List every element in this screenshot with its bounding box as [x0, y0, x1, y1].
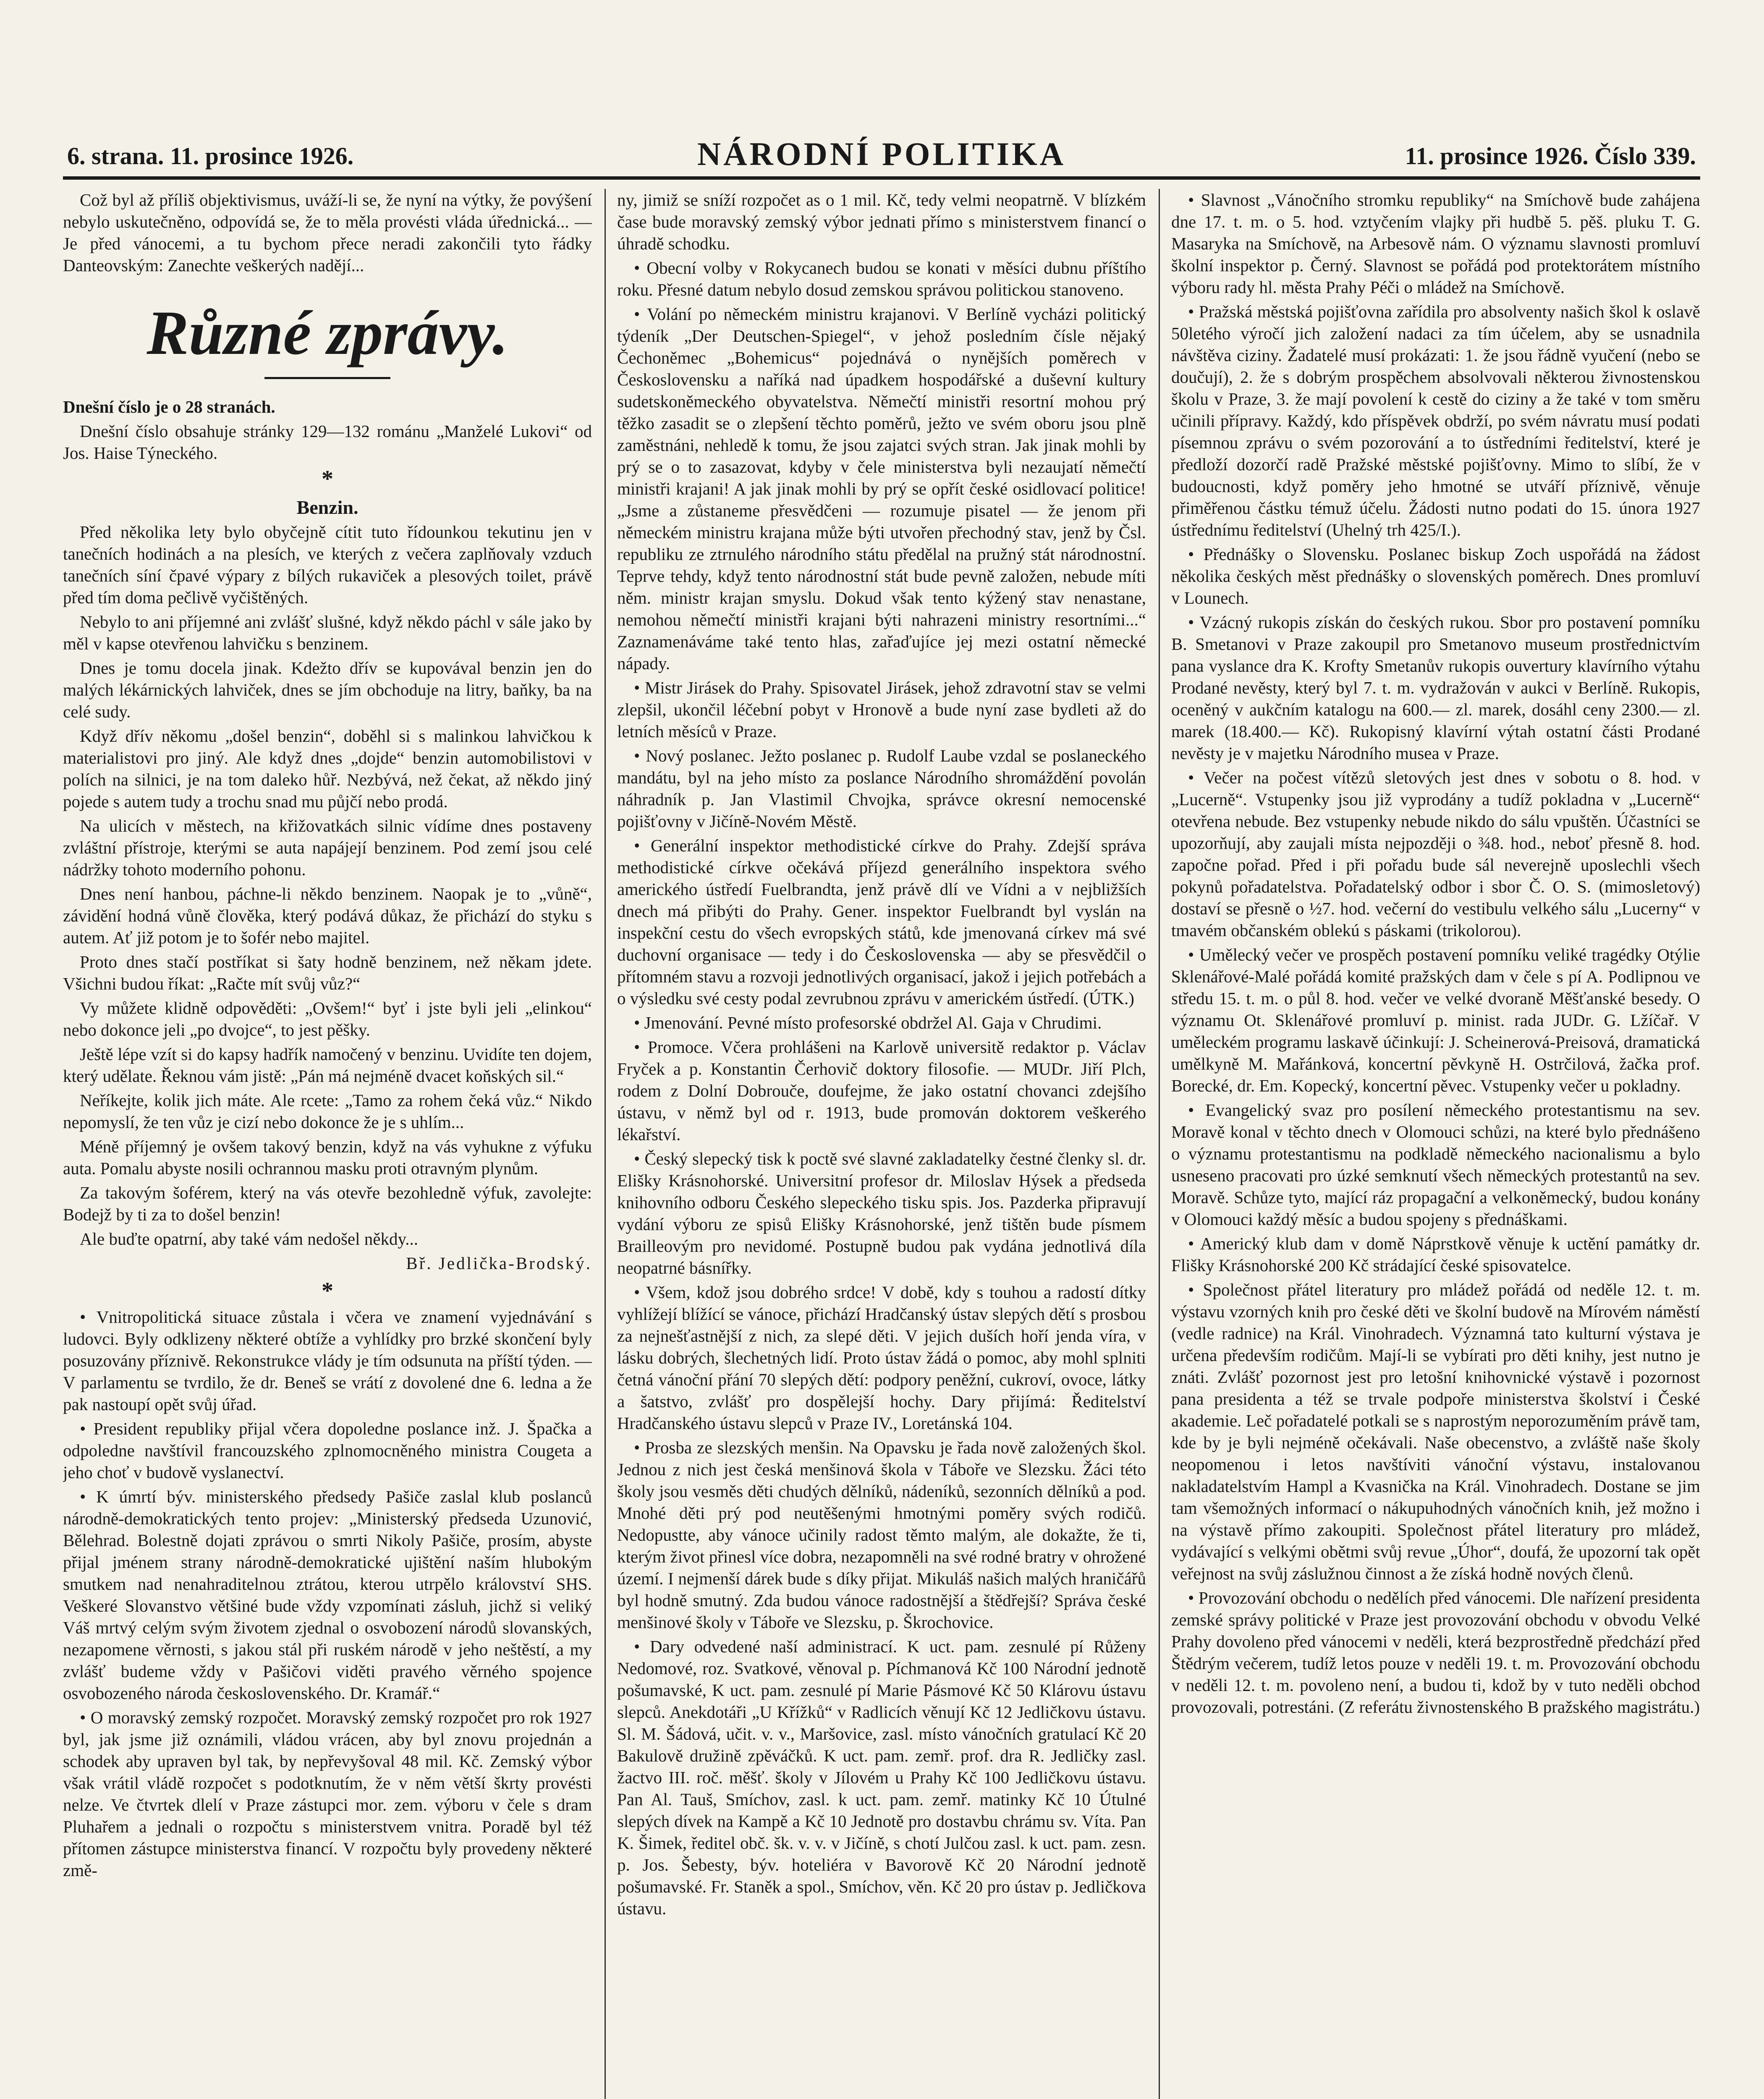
news-item: • Evangelický svaz pro posílení německého protestantismu na sev. Moravě konal v těchto dnech v Olomouci schůzi, na které bylo přednášeno o významu protestantismu na podkladě německého nacionalismu a bylo usneseno pracovati pro úzké semknutí všech německých protestantů na sev. Moravě. Schůze tyto, mající ráz propagační a velkoněmecký, budou konány v Olomouci každý měsíc a budou spojeny s přednáškami.	[1171, 1100, 1700, 1229]
news-item: • Obecní volby v Rokycanech budou se konati v měsíci dubnu příštího roku. Přesné datum nebylo dosud zemskou správou politickou stanoveno.	[617, 258, 1146, 299]
paragraph: Dnes je tomu docela jinak. Kdežto dřív se kupovával benzin jen do malých lékárnických lahviček, dnes se jím obchoduje na litry, baňky, ba na celé sudy.	[63, 658, 592, 721]
news-item: • Všem, kdož jsou dobrého srdce! V době, kdy s touhou a radostí dítky vyhlížejí blížící se vánoce, přichází Hradčanský ústav slepých dětí s prosbou za nejnešťastnější z nich, za slepé děti. V jejich duších hoří jenda víra, v lásku dobrých, šlechetných lidí. Proto ústav žádá o pomoc, aby mohl splniti četná vánoční přání 70 slepých dětí: podpory peněžní, cukroví, ovoce, látky a šatstvo, zvlášť pro dospělejší hochy. Dary přijímá: Ředitelství Hradčanského ústavu slepců v Praze IV., Loretánská 104.	[617, 1282, 1146, 1433]
news-item: • Večer na počest vítězů sletových jest dnes v sobotu o 8. hod. v „Lucerně“. Vstupenky jsou již vyprodány a tudíž pokladna v „Lucerně“ otevřena nebude. Bez vstupenky nebude nikdo do sálu vpuštěn. Účastníci se upozorňují, aby zaujali místa nejpozději o ¾8. hod., neboť přesně 8. hod. započne pořad. Před i při pořadu bude sál neverejně uposlechli všech pokynů pořadatelstva. Pořadatelský odbor i sbor Č. O. S. (mimosletový) dostaví se přesně o ½7. hod. večerní do vestibulu velkého sálu „Lucerny“ v tmavém občanském oblekú s páskami (trikolorou).	[1171, 768, 1700, 940]
notice-lead-text: Dnešní číslo je o 28 stranách.	[63, 397, 275, 416]
page-header	[63, 126, 1700, 180]
news-item: • Umělecký večer ve prospěch postavení pomníku veliké tragédky Otýlie Sklenářové-Malé pořádá komité pražských dam v čele s pí A. Podlipnou ve středu 15. t. m. o půl 8. hod. večer ve velké dvoraně Měšťanské besedy. O významu Ot. Sklenářové promluví p. minist. rada JUDr. G. Lžíčař. V uměleckém programu laskavě účinkují: J. Scheinerová-Preisová, dramatická umělkyně M. Mařánková, koncertní pěvkyně H. Ostrčilová, žačka prof. Borecké, dr. Em. Kopecký, koncertní pěvec. Vstupenky večer u pokladny.	[1171, 945, 1700, 1095]
notice-text: Dnešní číslo obsahuje stránky 129—132 románu „Manželé Lukovi“ od Jos. Haise Týneckého.	[63, 421, 592, 463]
paragraph: Proto dnes stačí postříkat si šaty hodně benzinem, než někam jdete. Všichni budou říkat: „Račte mít svůj vůz?“	[63, 952, 592, 993]
news-item: • Slavnost „Vánočního stromku republiky“ na Smíchově bude zahájena dne 17. t. m. o 5. hod. vztyčením vlajky při hudbě 5. pěš. pluku T. G. Masaryka na Smíchově, na Arbesově nám. O významu slavnosti promluví školní inspektor p. Černý. Slavnost se pořádá pod protektorátem místního výboru rady hl. města Prahy Péči o mládež na Smíchově.	[1171, 190, 1700, 297]
news-item: • Nový poslanec. Ježto poslanec p. Rudolf Laube vzdal se poslaneckého mandátu, byl na jeho místo za poslance Národního shromáždění povolán náhradník p. Jan Vlastimil Chvojka, správce okresní nemocenské pojišťovny v Jičíně-Novém Městě.	[617, 746, 1146, 831]
news-item: • Dary odvedené naší administrací. K uct. pam. zesnulé pí Růženy Nedomové, roz. Svatkové, věnoval p. Píchmanová Kč 100 Národní jednotě pošumavské, K uct. pam. zesnulé pí Marie Pásmové Kč 50 Klárovu ústavu slepců. Anekdotáři „U Křížků“ v Radlicích věnují Kč 12 Jedličkovu ústavu. Sl. M. Šádová, učit. v. v., Maršovice, zasl. místo vánočních gratulací Kč 20 Bakulově družině zpěváčků. K uct. pam. zemř. prof. dra R. Jedličky zasl. žactvo III. roč. měšť. školy v Jílovém u Prahy Kč 100 Jedličkovu ústavu. Pan Al. Tauš, Smíchov, zasl. k uct. pam. zemř. matinky Kč 10 Útulné slepých dívek na Kampě a Kč 10 Jednotě pro dostavbu chrámu sv. Víta. Pan K. Šimek, ředitel obč. šk. v. v. v Jičíně, s chotí Julčou zasl. k uct. pam. zesn. p. Jos. Šebesty, býv. hoteliéra v Bavorově Kč 20 Národní jednotě pošumavské. Fr. Staněk a spol., Smíchov, věn. Kč 20 pro ústav p. Jedličkova ústavu.	[617, 1637, 1146, 1918]
paragraph: Ještě lépe vzít si do kapsy hadřík namočený v benzinu. Uvidíte ten dojem, který udělate. Řeknou vám jistě: „Pán má nejméně dvacet koňských sil.“	[63, 1044, 592, 1086]
separator-star: *	[322, 1278, 333, 1304]
news-item: • Promoce. Včera prohlášeni na Karlově universitě redaktor p. Václav Fryček a p. Konstantin Čerhovič doktory filosofie. — MUDr. Jiří Plch, rodem z Dolní Dobrouče, doufejme, že jako ostatní chovanci zdejšího ústavu, v němž byl od r. 1913, bude promován doktorem veškerého lékařství.	[617, 1037, 1146, 1144]
news-item: ny, jimiž se sníží rozpočet as o 1 mil. Kč, tedy velmi neopatrně. V blízkém čase bude moravský zemský výbor jednati přímo s ministerstvem financí o úhradě schodku.	[617, 190, 1146, 253]
newspaper-page	[63, 126, 1700, 2099]
masthead: NÁRODNÍ POLITIKA	[697, 136, 1066, 172]
news-item: • Provozování obchodu o nedělích před vánocemi. Dle nařízení presidenta zemské správy politické v Praze jest provozování obchodu v obvodu Velké Prahy dovoleno před vánocemi v neděli, která bezprostředně předchází před Štědrým večerem, tudíž letos pouze v neděli 19. t. m. Provozování obchodu v neděli 12. t. m. povoleno není, a budou ti, kdož by v tuto neděli obchod provozovali, potrestáni. (Z referátu živnostenského B pražského magistrátu.)	[1171, 1588, 1700, 1717]
paragraph: Za takovým šoférem, který na vás otevře bezohledně výfuk, zavolejte: Bodejž by ti za to došel benzin!	[63, 1183, 592, 1224]
news-item: • Vnitropolitická situace zůstala i včera ve znamení vyjednávání s ludovci. Byly odklizeny některé obtíže a vyhlídky pro brzké skončení byly posuzovány příznivě. Rekonstrukce vlády je tím odsunuta na příští týden. — V parlamentu se tvrdilo, že dr. Beneš se vrátí z dovolené dne 6. ledna a že pak nastoupí opět svůj úřad.	[63, 1307, 592, 1414]
column-rule	[1159, 189, 1160, 2099]
paragraph: Na ulicích v městech, na křižovatkách silnic vídíme dnes postaveny zvláštní přístroje, kterými se auta napájejí benzinem. Pod zemí jsou celé nádržky tohoto moderního pohonu.	[63, 816, 592, 879]
news-item: • Společnost přátel literatury pro mládež pořádá od neděle 12. t. m. výstavu vzorných knih pro české děti ve školní budově na Mírovém náměstí (vedle radnice) na Král. Vinohradech. Významná tato kulturní výstava je určena především rodičům. Mají-li se vybírati pro děti knihy, jest nutno je znáti. Zvlášť pozornost jest pro letošní knihovnické výstavě i pozornost pana presidenta a též se trvale podpoře ministerstva školství i České akademie. Leč pořadatelé potkali se s naprostým neporozuměním právě tam, kde by je byli nejméně očekávali. Naše obecenstvo, a zvláště naše školy neopomenou i letos navštíviti vánoční výstavu, instalovanou nakladatelstvím Hampl a Kvasnička na Král. Vinohradech. Dostane se jim tam všemožných informací o nákupuhodných vánočních knih, jež možno i na výstavě přímo zakoupiti. Společnost přátel literatury pro mládež, vydávající s velkými obětmi svůj revue „Úhor“, doufá, že upozorní tak opět veřejnost na svůj záslužnou činnost a že získá hodně nových členů.	[1171, 1280, 1700, 1583]
news-item: • Prosba ze slezských menšin. Na Opavsku je řada nově založených škol. Jednou z nich jest česká menšinová škola v Táboře ve Slezsku. Žáci této školy jsou vesměs děti chudých dělníků, nádeníků, sezonních dělníků a pod. Mnohé děti prý pod neutěšenými hmotnými poměry svých rodičů. Nedopustte, aby vánoce učinily radost těmto malým, ale dokažte, že ti, kterým život přinesl více dobra, nezapomněli na své rodné bratry v ohrožené území. I nejmenší dárek bude s díky přijat. Mikuláš našich malých hraničářů byl hodně smutný. Zda budou vánoce radostnější a štědřejší? Správa české menšinové školy v Táboře ve Slezsku, p. Škrochovice.	[617, 1438, 1146, 1632]
paragraph: Když dřív někomu „došel benzin“, doběhl si s malinkou lahvičkou k materialistovi pro jiný. Ale když dnes „dojde“ benzin automobilistovi v polích na silnici, je na tom daleko hůř. Nezbývá, než čekat, až někdo jiný pojede s autem tudy a trochu snad mu půjčí nebo prodá.	[63, 726, 592, 811]
column-2	[617, 189, 1146, 2099]
news-item: • Pražská městská pojišťovna zařídila pro absolventy našich škol k oslavě 50letého výročí jich založení nadaci za tím účelem, aby se usnadnila návštěva ciziny. Žadatelé musí prokázati: 1. že jsou řádně vyučení (nebo se doučují), 2. že s dobrým prospěchem absolvovali některou živnostenskou školu v Praze, 3. že mají povolení k cestě do ciziny a že také v tom směru učinili přípravy. Každý, kdo příspěvek obdrží, po svém návratu musí podati písemnou zprávu o svém pozorování a to ústředními ředitelství, které je předloží dozorčí radě Pražské městské pojišťovny. Mimo to slíbí, že v budoucnosti, když poměry jeho hmotné se utváří příznivě, věnuje přiměřenou částku témuž účelu. Žádosti nutno podati do 15. února 1927 ústřednímu ředitelství (Uhelný trh 425/I.).	[1171, 302, 1700, 539]
paragraph: Nebylo to ani příjemné ani zvlášť slušné, když někdo páchl v sále jako by měl v kapse otevřenou lahvičku s benzinem.	[63, 612, 592, 653]
news-item: • Vzácný rukopis získán do českých rukou. Sbor pro postavení pomníku B. Smetanovi v Praze zakoupil pro Smetanovo museum prostřednictvím pana vyslance dra K. Krofty Smetanův rukopis ouvertury klavírního výtahu Prodané nevěsty, který byl 7. t. m. vydražován v aukci v Berlíně. Rukopis, oceněný v aukčním katalogu na 600.— zl. marek, dosáhl ceny 2300.— zl. marek (18.400.— Kč). Rukopisný klavírní výtah ostatní části Prodané nevěsty je v majetku Národního musea v Praze.	[1171, 612, 1700, 763]
author-signature: Bř. Jedlička-Brodský.	[406, 1254, 592, 1273]
news-item: • Generální inspektor methodistické církve do Prahy. Zdejší správa methodistické církve očekává příjezd generálního inspektora svého amerického ústředí Fuelbrandta, jenž právě dlí ve Vídni a v nejbližších dnech má přibýti do Prahy. Gener. inspektor Fuelbrandt byl vyslán na inspekční cestu do všech evropských států, kde jmenovaná církev má své duchovní organisace — tedy i do Československa — aby se přesvědčil o přítomném stavu a rozvoji jednotlivých organisací, jakož i jejich potřebách a o výsledku své cesty podal zevrubnou zprávu v americkém ústředí. (ÚTK.)	[617, 836, 1146, 1008]
news-item: • O moravský zemský rozpočet. Moravský zemský rozpočet pro rok 1927 byl, jak jsme již oznámili, vládou vrácen, aby byl znovu projednán a schodek aby upraven byl tak, by nepřevyšoval 48 mil. Kč. Zemský výbor však vrátil vládě rozpočet s podotknutím, že v něm větší škrty provésti nelze. Ve čtvrtek dlelí v Praze zástupci mor. zem. výboru v čele s dram Pluhařem a jednali o rozpočtu s ministerstvem vnitra. Poradě byl též přítomen zástupce ministerstva financí. V rozpočtu byly provedeny některé změ-	[63, 1708, 592, 1880]
paragraph: Dnes není hanbou, páchne-li někdo benzinem. Naopak je to „vůně“, závidění hodná vůně člověka, který podává důkaz, že přichází do styku s autem. Ať již potom je to šofér nebo majitel.	[63, 884, 592, 947]
column-1	[63, 189, 592, 2099]
notice-lead	[63, 396, 592, 418]
news-item: • Volání po německém ministru krajanovi. V Berlíně vycházi politický týdeník „Der Deutschen-Spiegel“, v jehož posledním čísle nějaký Čechoněmec „Bohemicus“ pojednává o nynějších poměrech v Československu a naříká nad úpadkem hospodářské a duševní kultury sudetskoněmeckého obyvatelstva. Němečtí ministři resortní mohou prý těžko zasadit se o zlepšení těchto poměrů, ježto ve svém oboru jsou plně zaměstnáni, nehledě k tomu, že jsou zajatci svých stran. Jak jinak mohli by prý se o to zasazovat, kdyby v čele ministerstva byli nezaujatí němečtí ministři krajani! A jak jinak mohli by prý se opřít české osidlovací politice! „Jsme a zůstaneme přesvědčeni — rozumuje pisatel — že jenom při německém ministru krajana může býti utvořen přechodný stav, jenž by Čsl. republiku ze ztrnulého národního státu předělal na pružný stát národnostní. Teprve tehdy, když tento národnostní stát bude pevně založen, nebude míti něm. ministr krajan smyslu. Dokud však tento kýžený stav nenastane, nemohou němečtí ministři krajani býti nahrazeni ministry resortními...“ Zaznamenáváme také tento hlas, zařaďujíce jej mezi ostatní německé nápady.	[617, 304, 1146, 673]
paragraph: Vy můžete klidně odpověděti: „Ovšem!“ byť i jste byli jeli „elinkou“ nebo dokonce jeli „po dvojce“, to jest pěšky.	[63, 998, 592, 1039]
paragraph: Před několika lety bylo obyčejně cítit tuto řídounkou tekutinu jen v tanečních hodinách a na plesích, ve kterých z večera zaplňovaly vzduch tanečních síní čpavé výpary z bílých rukaviček a plesových toilet, právě před tím doma pečlivě vyčištěných.	[63, 522, 592, 607]
news-item: • Přednášky o Slovensku. Poslanec biskup Zoch uspořádá na žádost několika českých měst přednášky o slovenských poměrech. Dnes promluví v Lounech.	[1171, 544, 1700, 607]
paragraph: Neříkejte, kolik jich máte. Ale rcete: „Tamo za rohem čeká vůz.“ Nikdo nepomyslí, že ten vůz je cizí nebo dokonce že je s uhlím...	[63, 1091, 592, 1132]
news-item: • K úmrtí býv. ministerského předsedy Pašiče zaslal klub poslanců národně-demokratických tento projev: „Ministerský předseda Uzunović, Bělehrad. Bolestně dojati zprávou o smrti Nikoly Pašiče, prosím, abyste přijal jménem strany národně-demokratické ujištění naším hlubokým smutkem nad nenahraditelnou ztrátou, kterou utrpělo království SHS. Veškeré Slovanstvo většiné bude vždy vzpomínati zásluh, jichž si veliký Váš mrtvý celým svým životem zjednal o osvobození národů slovanských, nezapomene věrnosti, s jakou stál při ruském národě v jeho neštěstí, a my zvlášť budeme vždy v Pašičovi viděti pravého věrného spojence osvobozeného národa československého. Dr. Kramář.“	[63, 1487, 592, 1703]
news-item: • Jmenování. Pevné místo profesorské obdržel Al. Gaja v Chrudimi.	[634, 1013, 1102, 1032]
column-3	[1171, 189, 1700, 2099]
header-left: 6. strana. 11. prosince 1926.	[67, 142, 354, 170]
news-item: • Český slepecký tisk k poctě své slavné zakladatelky čestné členky sl. dr. Elišky Krásnohorské. Universitní profesor dr. Miloslav Hýsek a předseda knihovního odboru Českého slepeckého tisku spis. Jos. Pazderka připravují vydání výboru ze spisů Elišky Krásnohorské, jenž tištěn bude písmem Brailleovým pro nevidomé. Postupně budou pak vydána jednotlivá díla neopatrné básnířky.	[617, 1149, 1146, 1277]
article-continuation: Což byl až příliš objektivismus, uváží-li se, že nyní na výtky, že povýšení nebylo uskutečněno, odpovídá se, že to měla provésti vláda úřednická... — Je před vánocemi, a tu bychom přece neradi zakončili tyto řádky Danteovským: Zanechte veškerých nadějí...	[63, 190, 592, 275]
paragraph: Ale buďte opatrní, aby také vám nedošel někdy...	[80, 1229, 419, 1248]
separator-star: *	[322, 466, 333, 492]
news-item: • Mistr Jirásek do Prahy. Spisovatel Jirásek, jehož zdravotní stav se velmi zlepšil, ukončil léčební pobyt v Hronově a bude nyní zase bydleti až do letních měsíců v Praze.	[617, 678, 1146, 741]
column-rule	[605, 189, 606, 2099]
paragraph: Méně příjemný je ovšem takový benzin, když na vás vyhukne z výfuku auta. Pomalu abyste nosili ochrannou masku proti otravným plynům.	[63, 1137, 592, 1178]
header-right: 11. prosince 1926. Číslo 339.	[1405, 142, 1696, 170]
section-title: Různé zprávy.	[147, 298, 508, 368]
news-item: • President republiky přijal včera dopoledne poslance inž. J. Špačka a odpoledne navštívil francouzského zplnomocněného ministra Cougeta a jeho choť v budově vyslanectví.	[63, 1419, 592, 1482]
feuilleton-title: Benzin.	[296, 497, 359, 518]
title-divider	[264, 377, 390, 379]
news-item: • Americký klub dam v domě Náprstkově věnuje k uctění památky dr. Flišky Krásnohorské 200 Kč strádající české spisovatelce.	[1171, 1234, 1700, 1275]
